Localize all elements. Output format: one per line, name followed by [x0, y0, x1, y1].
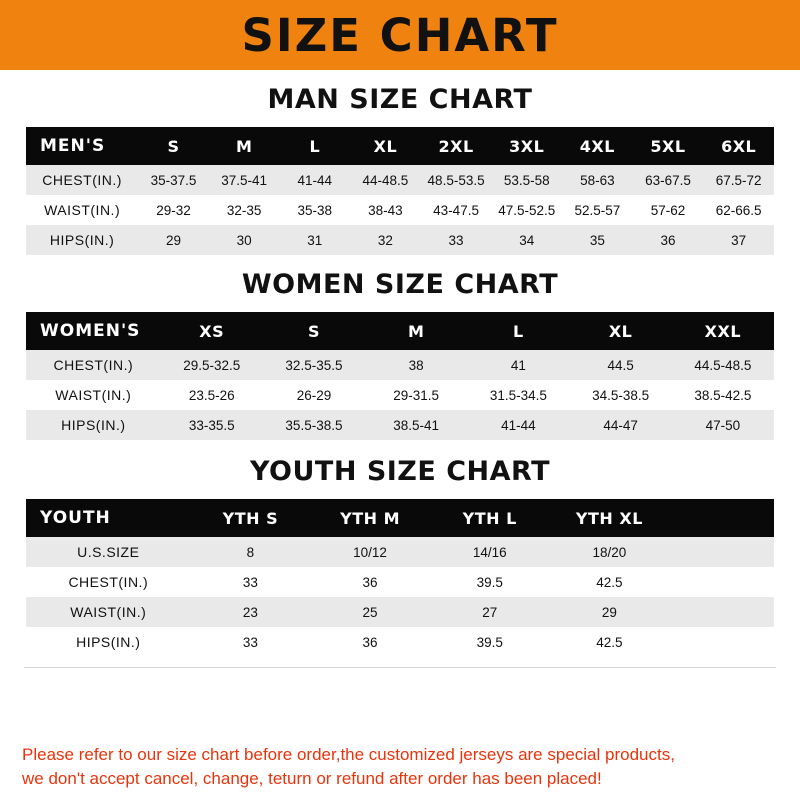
cell: 35-37.5 [138, 165, 209, 195]
col-header-4xl: 4XL [562, 127, 633, 165]
col-header-yth-xl: YTH XL [550, 499, 670, 537]
row-label-hips: HIPS(IN.) [26, 225, 138, 255]
table-header-row [26, 312, 774, 350]
cell [669, 627, 774, 657]
cell: 44-48.5 [350, 165, 421, 195]
youth-section [0, 440, 800, 657]
cell: 29-32 [138, 195, 209, 225]
cell: 38.5-41 [365, 410, 467, 440]
row-label-hips: HIPS(IN.) [26, 410, 161, 440]
cell: 47.5-52.5 [491, 195, 562, 225]
cell: 41 [467, 350, 569, 380]
cell: 42.5 [550, 567, 670, 597]
cell: 41-44 [279, 165, 350, 195]
cell: 23 [191, 597, 311, 627]
cell: 38 [365, 350, 467, 380]
footer-line-2: we don't accept cancel, change, teturn or refund after order has been placed! [22, 769, 602, 789]
table-row [26, 380, 774, 410]
table-row [26, 165, 774, 195]
cell: 31 [279, 225, 350, 255]
col-header-l: L [467, 312, 569, 350]
cell: 43-47.5 [421, 195, 492, 225]
cell: 32-35 [209, 195, 280, 225]
cell: 14/16 [430, 537, 550, 567]
cell: 48.5-53.5 [421, 165, 492, 195]
cell: 44.5-48.5 [672, 350, 774, 380]
cell: 53.5-58 [491, 165, 562, 195]
cell: 36 [633, 225, 704, 255]
women-section [0, 255, 800, 440]
table-row [26, 225, 774, 255]
col-header-m: M [209, 127, 280, 165]
col-header-m: M [365, 312, 467, 350]
table-header-row [26, 127, 774, 165]
cell: 27 [430, 597, 550, 627]
men-section-title: MAN SIZE CHART [267, 84, 533, 115]
row-label-us-size: U.S.SIZE [26, 537, 191, 567]
row-label-waist: WAIST(IN.) [26, 380, 161, 410]
women-size-table [26, 312, 774, 440]
cell: 52.5-57 [562, 195, 633, 225]
cell: 42.5 [550, 627, 670, 657]
col-header-empty [669, 499, 774, 537]
cell: 47-50 [672, 410, 774, 440]
col-header-2xl: 2XL [421, 127, 492, 165]
col-header-mens: MEN'S [26, 127, 138, 165]
cell: 37.5-41 [209, 165, 280, 195]
cell: 29 [138, 225, 209, 255]
cell: 62-66.5 [703, 195, 774, 225]
cell: 30 [209, 225, 280, 255]
col-header-5xl: 5XL [633, 127, 704, 165]
cell: 33 [191, 627, 311, 657]
cell: 29 [550, 597, 670, 627]
row-label-chest: CHEST(IN.) [26, 165, 138, 195]
cell: 39.5 [430, 627, 550, 657]
table-row [26, 350, 774, 380]
table-row [26, 567, 774, 597]
cell: 38-43 [350, 195, 421, 225]
cell: 35 [562, 225, 633, 255]
cell: 23.5-26 [161, 380, 263, 410]
cell [669, 597, 774, 627]
row-label-waist: WAIST(IN.) [26, 597, 191, 627]
col-header-xxl: XXL [672, 312, 774, 350]
cell: 10/12 [310, 537, 430, 567]
row-label-chest: CHEST(IN.) [26, 567, 191, 597]
cell: 8 [191, 537, 311, 567]
cell [669, 567, 774, 597]
cell: 26-29 [263, 380, 365, 410]
cell: 35-38 [279, 195, 350, 225]
row-label-chest: CHEST(IN.) [26, 350, 161, 380]
cell: 57-62 [633, 195, 704, 225]
cell: 18/20 [550, 537, 670, 567]
table-row [26, 537, 774, 567]
col-header-s: S [263, 312, 365, 350]
table-row [26, 627, 774, 657]
cell: 38.5-42.5 [672, 380, 774, 410]
table-row [26, 195, 774, 225]
row-label-waist: WAIST(IN.) [26, 195, 138, 225]
cell: 35.5-38.5 [263, 410, 365, 440]
cell: 44.5 [570, 350, 672, 380]
women-section-title: WOMEN SIZE CHART [241, 269, 559, 300]
col-header-yth-l: YTH L [430, 499, 550, 537]
cell: 34.5-38.5 [570, 380, 672, 410]
col-header-xl: XL [570, 312, 672, 350]
cell: 58-63 [562, 165, 633, 195]
youth-section-title: YOUTH SIZE CHART [249, 456, 551, 487]
cell: 29.5-32.5 [161, 350, 263, 380]
col-header-3xl: 3XL [491, 127, 562, 165]
page-title: SIZE CHART [241, 8, 559, 62]
col-header-xs: XS [161, 312, 263, 350]
men-size-table [26, 127, 774, 255]
footer-disclaimer [0, 743, 800, 792]
cell: 44-47 [570, 410, 672, 440]
youth-size-table [26, 499, 774, 657]
cell: 67.5-72 [703, 165, 774, 195]
row-label-hips: HIPS(IN.) [26, 627, 191, 657]
cell: 41-44 [467, 410, 569, 440]
col-header-yth-m: YTH M [310, 499, 430, 537]
cell: 33 [421, 225, 492, 255]
col-header-s: S [138, 127, 209, 165]
col-header-youth: YOUTH [26, 499, 191, 537]
cell [669, 537, 774, 567]
col-header-l: L [279, 127, 350, 165]
cell: 33-35.5 [161, 410, 263, 440]
col-header-xl: XL [350, 127, 421, 165]
col-header-womens: WOMEN'S [26, 312, 161, 350]
header-banner [0, 0, 800, 70]
cell: 31.5-34.5 [467, 380, 569, 410]
cell: 36 [310, 627, 430, 657]
cell: 29-31.5 [365, 380, 467, 410]
table-header-row [26, 499, 774, 537]
cell: 32 [350, 225, 421, 255]
men-section [0, 70, 800, 255]
cell: 33 [191, 567, 311, 597]
cell: 63-67.5 [633, 165, 704, 195]
col-header-6xl: 6XL [703, 127, 774, 165]
footer-line-1: Please refer to our size chart before order,the customized jerseys are special products, [22, 744, 675, 764]
divider [24, 667, 776, 668]
cell: 36 [310, 567, 430, 597]
cell: 34 [491, 225, 562, 255]
cell: 32.5-35.5 [263, 350, 365, 380]
cell: 39.5 [430, 567, 550, 597]
cell: 25 [310, 597, 430, 627]
col-header-yth-s: YTH S [191, 499, 311, 537]
table-row [26, 410, 774, 440]
table-row [26, 597, 774, 627]
cell: 37 [703, 225, 774, 255]
